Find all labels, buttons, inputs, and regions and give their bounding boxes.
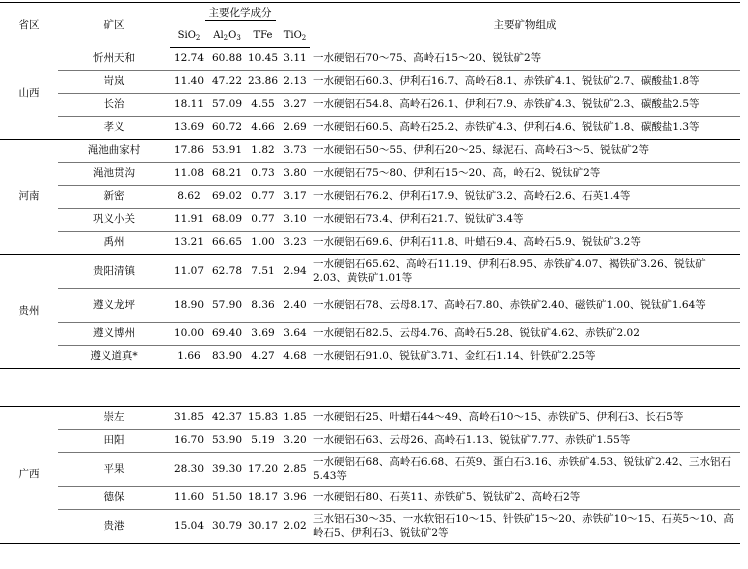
header-row-1 [0, 3, 740, 26]
al2o3-cell: 53.91 [208, 140, 246, 163]
minerals-cell: 一水硬铝石63、云母26、高岭石1.13、锐钛矿7.77、赤铁矿1.55等 [310, 430, 740, 453]
tio2-cell: 3.23 [280, 232, 310, 255]
al2o3-cell: 51.50 [208, 487, 246, 510]
sio2-cell: 8.62 [170, 186, 208, 209]
tio2-header: TiO$_2$ [280, 25, 310, 48]
mine-cell: 平果 [58, 453, 170, 487]
tio2-cell: 3.10 [280, 209, 310, 232]
tio2-cell: 3.11 [280, 48, 310, 71]
mine-cell: 德保 [58, 487, 170, 510]
province-cell: 山西 [0, 48, 58, 140]
minerals-cell: 一水硬铝石65.62、高岭石11.19、伊利石8.95、赤铁矿4.07、褐铁矿3.26、锐钛矿2.03、黄铁矿1.01等 [310, 255, 740, 289]
sio2-cell: 18.90 [170, 289, 208, 323]
mine-cell: 长治 [58, 94, 170, 117]
table-row [0, 71, 740, 94]
al2o3-header: $Al_2O_3$ [208, 25, 246, 48]
table-row [0, 487, 740, 510]
minerals-cell: 一水硬铝石82.5、云母4.76、高岭石5.28、锐钛矿4.62、赤铁矿2.02 [310, 323, 740, 346]
tfe-cell: 5.19 [246, 430, 280, 453]
minerals-cell: 三水铝石30～35、一水软铝石10～15、针铁矿15～20、赤铁矿10～15、石英5～10、高岭石5、伊利石3、锐钛矿2等 [310, 510, 740, 544]
minerals-cell: 一水硬铝石75～80、伊利石15～20、高，岭石2、锐钛矿2等 [310, 163, 740, 186]
composition-table-part1 [0, 2, 740, 369]
sio2-cell: 16.70 [170, 430, 208, 453]
tfe-cell: 3.69 [246, 323, 280, 346]
mine-cell: 田阳 [58, 430, 170, 453]
mine-cell: 巩义小关 [58, 209, 170, 232]
tfe-cell: 23.86 [246, 71, 280, 94]
tfe-cell: 1.82 [246, 140, 280, 163]
tfe-cell: 4.27 [246, 346, 280, 369]
sio2-cell: 11.07 [170, 255, 208, 289]
al2o3-cell: 47.22 [208, 71, 246, 94]
table-row [0, 323, 740, 346]
mine-cell: 忻州天和 [58, 48, 170, 71]
sio2-cell: 31.85 [170, 407, 208, 430]
al2o3-cell: 60.72 [208, 117, 246, 140]
sio2-cell: 11.91 [170, 209, 208, 232]
province-header: 省区 [0, 3, 58, 48]
province-cell: 贵州 [0, 255, 58, 369]
chem-header-text: 主要化学成分 [205, 7, 276, 22]
mine-cell: 遵义龙坪 [58, 289, 170, 323]
table-row [0, 255, 740, 289]
minerals-cell: 一水硬铝石78、云母8.17、高岭石7.80、赤铁矿2.40、磁铁矿1.00、锐钛矿1.64等 [310, 289, 740, 323]
tio2-cell: 3.20 [280, 430, 310, 453]
tio2-cell: 4.68 [280, 346, 310, 369]
tio2-cell: 3.27 [280, 94, 310, 117]
table-row [0, 163, 740, 186]
mine-cell: 禹州 [58, 232, 170, 255]
tio2-cell: 2.69 [280, 117, 310, 140]
tio2-cell: 2.94 [280, 255, 310, 289]
minerals-cell: 一水硬铝石54.8、高岭石26.1、伊利石7.9、赤铁矿4.3、锐钛矿2.3、碳酸盐2.5等 [310, 94, 740, 117]
minerals-cell: 一水硬铝石80、石英11、赤铁矿5、锐钛矿2、高岭石2等 [310, 487, 740, 510]
minerals-cell: 一水硬铝石69.6、伊利石11.8、叶蜡石9.4、高岭石5.9、锐钛矿3.2等 [310, 232, 740, 255]
tio2-cell: 2.02 [280, 510, 310, 544]
province-cell: 河南 [0, 140, 58, 255]
minerals-cell: 一水硬铝石50～55、伊利石20～25、绿泥石、高岭石3～5、锐钛矿2等 [310, 140, 740, 163]
tfe-cell: 18.17 [246, 487, 280, 510]
tio2-cell: 2.85 [280, 453, 310, 487]
al2o3-cell: 69.40 [208, 323, 246, 346]
al2o3-cell: 57.09 [208, 94, 246, 117]
mine-cell: 遵义道真* [58, 346, 170, 369]
chem-header [170, 3, 310, 26]
mineral-header: 主要矿物组成 [310, 3, 740, 48]
sio2-header: SiO$_2$ [170, 25, 208, 48]
table-row [0, 232, 740, 255]
tio2-cell: 3.80 [280, 163, 310, 186]
table-row [0, 94, 740, 117]
sio2-cell: 12.74 [170, 48, 208, 71]
minerals-cell: 一水硬铝石60.5、高岭石25.2、赤铁矿4.3、伊利石4.6、锐钛矿1.8、碳酸盐1.3等 [310, 117, 740, 140]
tfe-cell: 0.77 [246, 209, 280, 232]
minerals-cell: 一水硬铝石91.0、锐钛矿3.71、金红石1.14、针铁矿2.25等 [310, 346, 740, 369]
minerals-cell: 一水硬铝石68、高岭石6.68、石英9、蛋白石3.16、赤铁矿4.53、锐钛矿2.42、三水铝石5.43等 [310, 453, 740, 487]
table-row [0, 453, 740, 487]
al2o3-cell: 39.30 [208, 453, 246, 487]
sio2-cell: 11.08 [170, 163, 208, 186]
sio2-cell: 15.04 [170, 510, 208, 544]
mine-cell: 渑池曲家村 [58, 140, 170, 163]
minerals-cell: 一水硬铝石73.4、伊利石21.7、锐钛矿3.4等 [310, 209, 740, 232]
tfe-cell: 30.17 [246, 510, 280, 544]
al2o3-cell: 53.90 [208, 430, 246, 453]
mine-cell: 新密 [58, 186, 170, 209]
tio2-cell: 3.64 [280, 323, 310, 346]
tfe-cell: 0.73 [246, 163, 280, 186]
tio2-cell: 3.96 [280, 487, 310, 510]
mine-cell: 贵阳清镇 [58, 255, 170, 289]
al2o3-cell: 66.65 [208, 232, 246, 255]
al2o3-cell: 42.37 [208, 407, 246, 430]
tio2-cell: 2.13 [280, 71, 310, 94]
province-cell: 广西 [0, 407, 58, 544]
minerals-cell: 一水硬铝石70～75、高岭石15～20、锐钛矿2等 [310, 48, 740, 71]
table-row [0, 209, 740, 232]
table-row [0, 510, 740, 544]
mine-cell: 崇左 [58, 407, 170, 430]
sio2-cell: 10.00 [170, 323, 208, 346]
minerals-cell: 一水硬铝石60.3、伊利石16.7、高岭石8.1、赤铁矿4.1、锐钛矿2.7、碳酸盐1.8等 [310, 71, 740, 94]
al2o3-cell: 57.90 [208, 289, 246, 323]
tfe-cell: 17.20 [246, 453, 280, 487]
table-row [0, 346, 740, 369]
table-row [0, 48, 740, 71]
al2o3-cell: 68.09 [208, 209, 246, 232]
sio2-cell: 28.30 [170, 453, 208, 487]
al2o3-cell: 62.78 [208, 255, 246, 289]
tfe-cell: 8.36 [246, 289, 280, 323]
mine-header: 矿区 [58, 3, 170, 48]
tfe-cell: 1.00 [246, 232, 280, 255]
al2o3-cell: 69.02 [208, 186, 246, 209]
table-row [0, 430, 740, 453]
tfe-cell: 4.55 [246, 94, 280, 117]
tio2-cell: 3.73 [280, 140, 310, 163]
table-row [0, 407, 740, 430]
tio2-cell: 3.17 [280, 186, 310, 209]
minerals-cell: 一水硬铝石25、叶蜡石44～49、高岭石10～15、赤铁矿5、伊利石3、长石5等 [310, 407, 740, 430]
tfe-cell: 4.66 [246, 117, 280, 140]
mine-cell: 渑池贯沟 [58, 163, 170, 186]
table-row [0, 186, 740, 209]
sio2-cell: 1.66 [170, 346, 208, 369]
tfe-cell: 0.77 [246, 186, 280, 209]
tfe-cell: 10.45 [246, 48, 280, 71]
sio2-cell: 17.86 [170, 140, 208, 163]
al2o3-cell: 60.88 [208, 48, 246, 71]
sio2-cell: 11.60 [170, 487, 208, 510]
tio2-cell: 1.85 [280, 407, 310, 430]
mine-cell: 岢岚 [58, 71, 170, 94]
sio2-cell: 18.11 [170, 94, 208, 117]
sio2-cell: 13.21 [170, 232, 208, 255]
minerals-cell: 一水硬铝石76.2、伊利石17.9、锐钛矿3.2、高岭石2.6、石英1.4等 [310, 186, 740, 209]
al2o3-cell: 30.79 [208, 510, 246, 544]
table-row [0, 140, 740, 163]
composition-table-part2 [0, 406, 740, 544]
al2o3-cell: 83.90 [208, 346, 246, 369]
sio2-cell: 13.69 [170, 117, 208, 140]
tio2-cell: 2.40 [280, 289, 310, 323]
mine-cell: 遵义博州 [58, 323, 170, 346]
table-row [0, 117, 740, 140]
tfe-header: TFe [246, 25, 280, 48]
mine-cell: 贵港 [58, 510, 170, 544]
table-row [0, 289, 740, 323]
tfe-cell: 7.51 [246, 255, 280, 289]
mine-cell: 孝义 [58, 117, 170, 140]
tfe-cell: 15.83 [246, 407, 280, 430]
al2o3-cell: 68.21 [208, 163, 246, 186]
sio2-cell: 11.40 [170, 71, 208, 94]
